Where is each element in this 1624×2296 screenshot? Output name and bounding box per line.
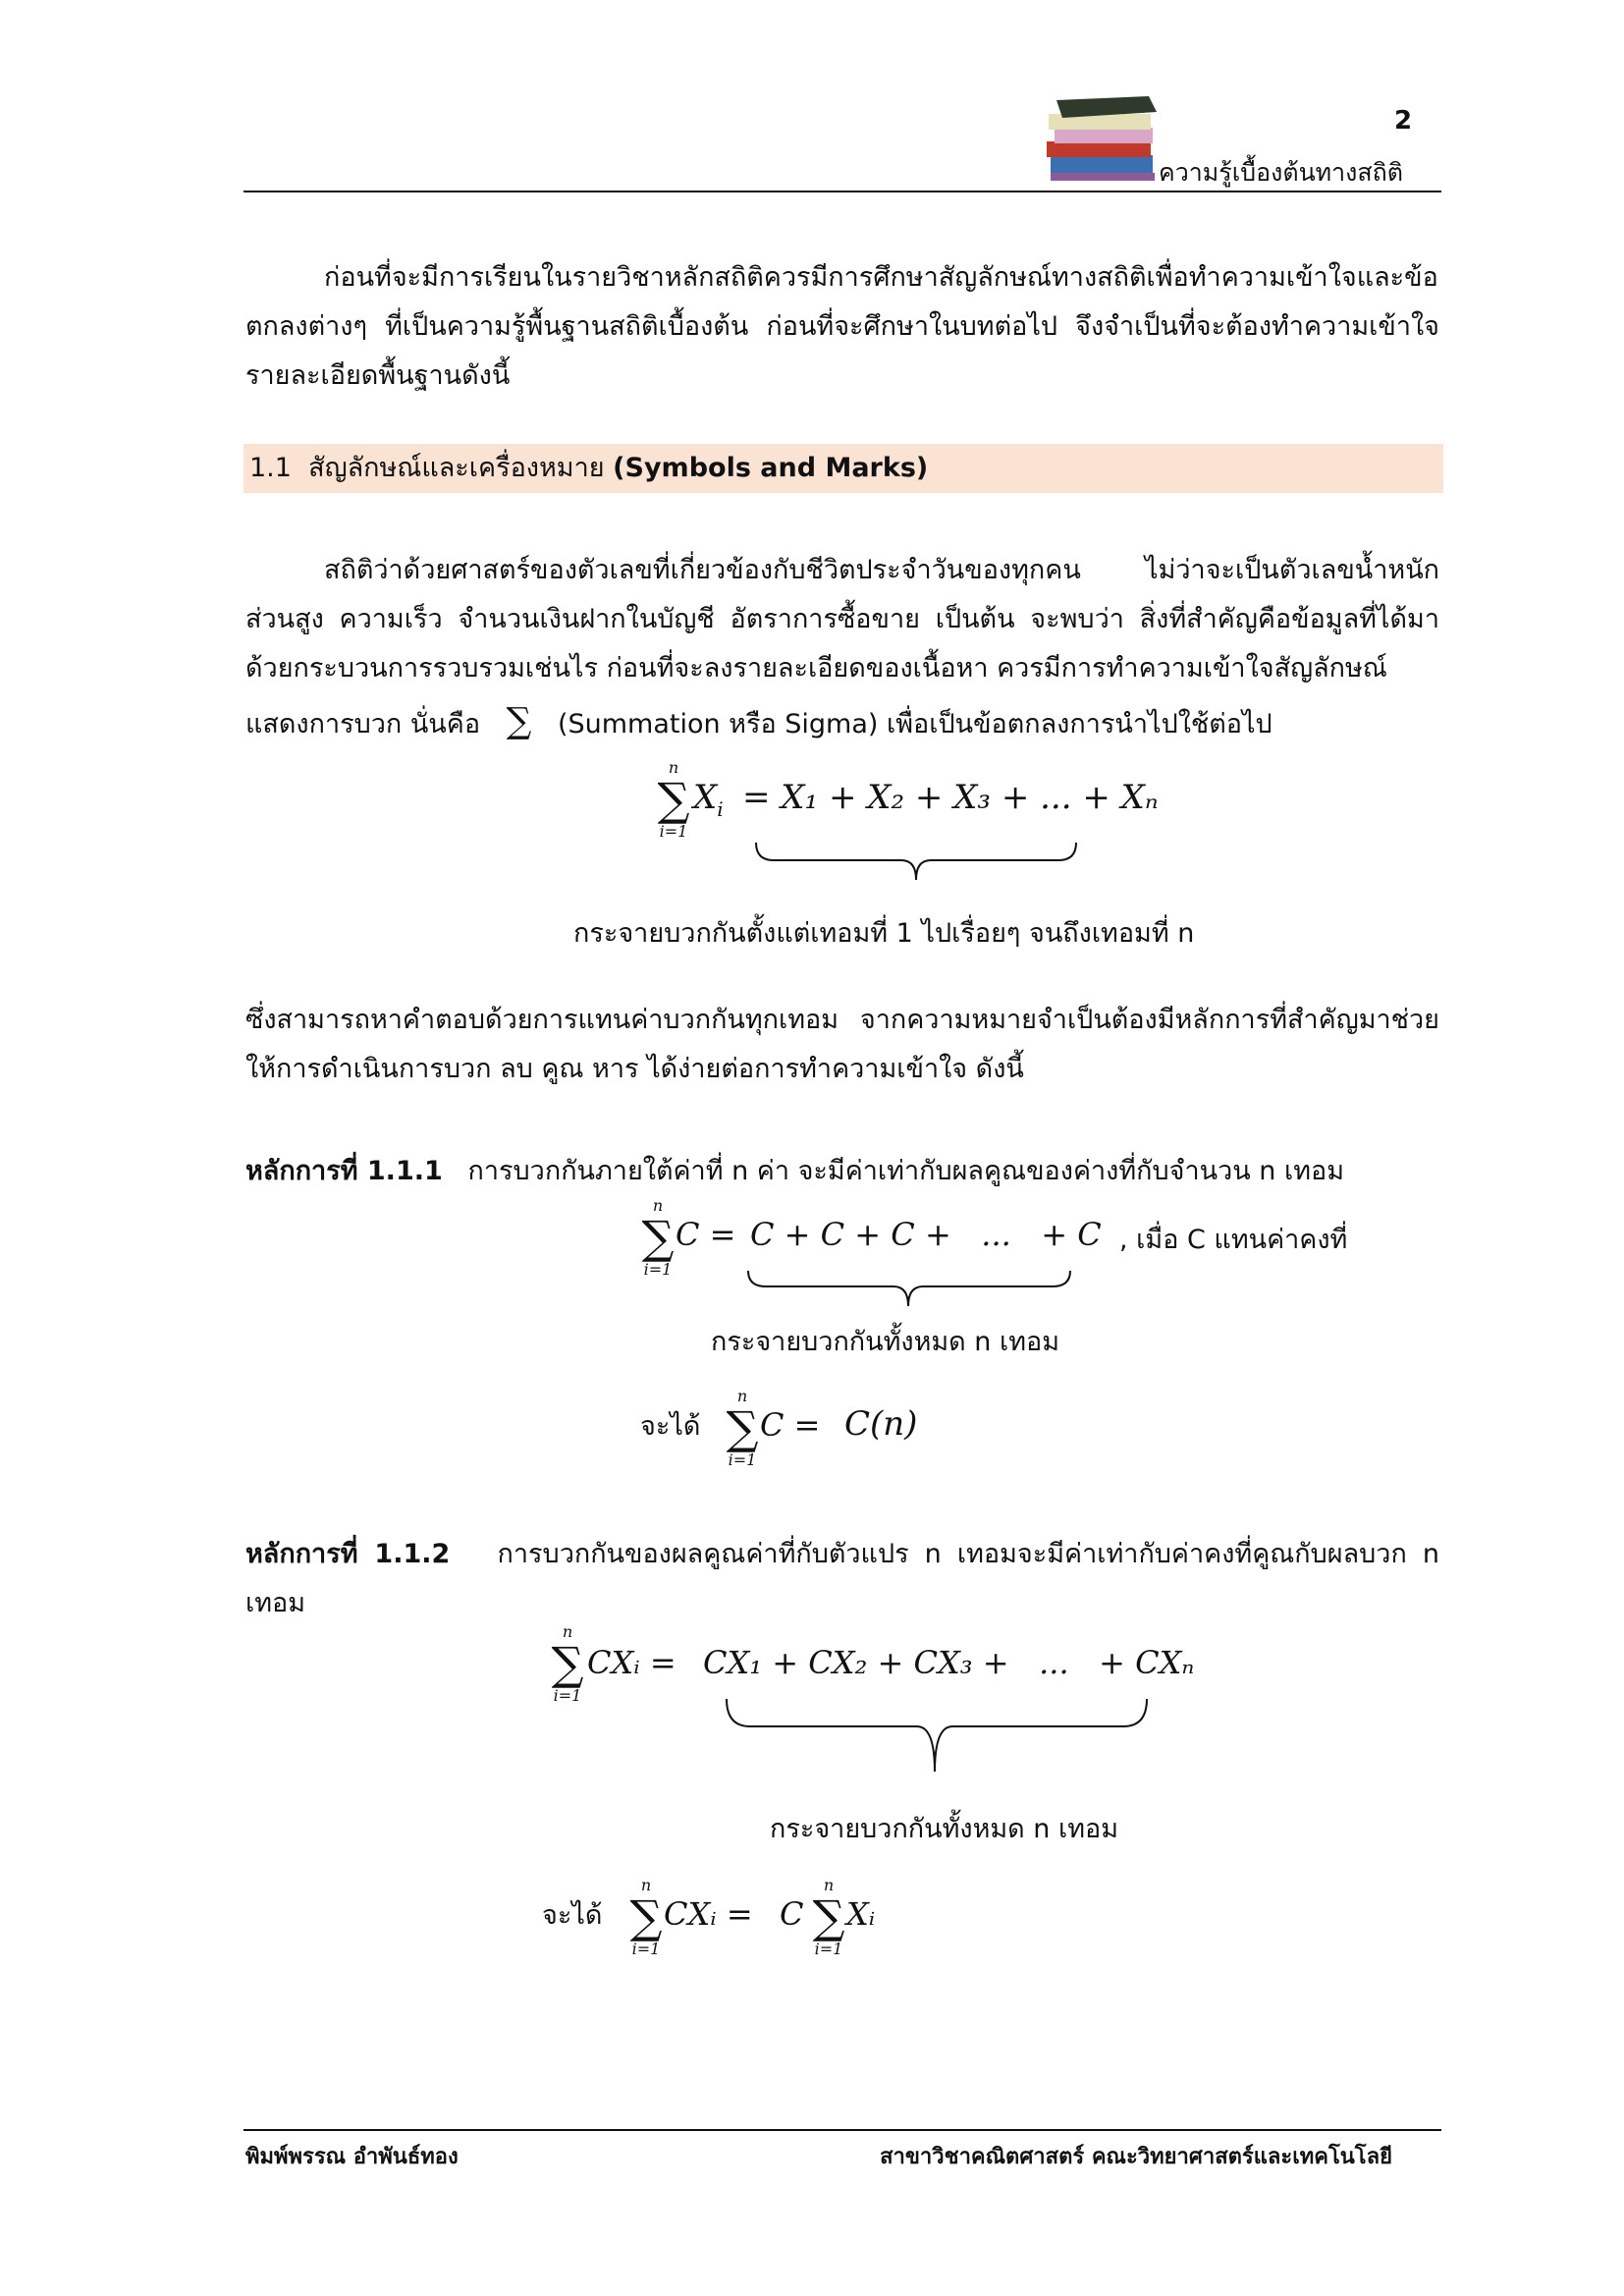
rule-1-result-lower: i=1	[728, 1450, 757, 1469]
section-heading	[244, 444, 1443, 493]
rule-1-upper: n	[652, 1196, 664, 1215]
section-title-th: สัญลักษณ์และเครื่องหมาย	[308, 453, 605, 483]
header-title: ความรู้เบื้องต้นทางสถิติ	[1159, 158, 1404, 187]
rule-1-result-upper: n	[736, 1387, 748, 1405]
rule-2-result-inner-lower: i=1	[814, 1940, 843, 1958]
rule-2-result-label: จะได้	[542, 1900, 603, 1931]
paragraph-2: สถิติว่าด้วยศาสตร์ของตัวเลขที่เกี่ยวข้องกับชีวิตประจำวันของทุกคน ไม่ว่าจะเป็นตัวเลขน้ำหนัก ส่วนสูง ความเร็ว จำนวนเงินฝากในบัญชี อัตราการซื้อขาย เป็นต้น จะพบว่า สิ่งที่สำคัญคือข้อมูลที่ได้มาด้วยกระบวนการรวบรวมเช่นไร ก่อนที่จะลงรายละเอียดของเนื้อหา ควรมีการทำความเข้าใจสัญลักษณ์	[245, 555, 1439, 683]
formula-1-brace	[754, 841, 1078, 886]
footer-author: พิมพ์พรรณ อำพันธ์ทอง	[245, 2144, 459, 2169]
formula-1-sigma-glyph: ∑	[657, 773, 690, 826]
rule-1-lower: i=1	[643, 1260, 673, 1279]
rule-2-result-lower: i=1	[631, 1940, 661, 1958]
rule-1-text: การบวกกันภายใต้ค่าที่ n ค่า จะมีค่าเท่ากับผลคูณของค่างที่กับจำนวน n เทอม	[467, 1156, 1345, 1186]
rule-1-lhs: C =	[676, 1216, 736, 1253]
books-icon	[1043, 94, 1161, 185]
formula-1-lhs-var: X	[693, 778, 718, 817]
rule-2-result-upper: n	[640, 1876, 652, 1894]
formula-1-caption: กระจายบวกกันตั้งแต่เทอมที่ 1 ไปเรื่อยๆ จนถึงเทอมที่ n	[573, 918, 1195, 949]
paragraph-3: ซึ่งสามารถหาคำตอบด้วยการแทนค่าบวกกันทุกเทอม จากความหมายจำเป็นต้องมีหลักการที่สำคัญมาช่วยให้การดำเนินการบวก ลบ คูณ หาร ได้ง่ายต่อการทำความเข้าใจ ดังนี้	[245, 1005, 1439, 1084]
rule-2-lower: i=1	[553, 1686, 582, 1705]
rule-1-note: , เมื่อ C แทนค่าคงที่	[1119, 1225, 1348, 1255]
formula-1-upper: n	[668, 758, 679, 777]
rule-2-result-mid: C	[780, 1895, 804, 1933]
rule-2-upper: n	[562, 1622, 573, 1641]
rule-1-label: หลักการที่ 1.1.1	[245, 1156, 443, 1186]
rule-2-result-rhs: Xᵢ	[846, 1895, 876, 1933]
rule-1-result-sigma-glyph: ∑	[726, 1401, 759, 1454]
rule-2-heading	[245, 1530, 1439, 1628]
rule-2-result-inner-sigma-glyph: ∑	[812, 1890, 845, 1943]
rule-1-caption: กระจายบวกกันทั้งหมด n เทอม	[711, 1327, 1060, 1357]
rule-2-sigma-glyph: ∑	[551, 1637, 584, 1690]
formula-1-lhs	[693, 778, 724, 821]
formula-1-lower: i=1	[659, 822, 688, 841]
footer-department: สาขาวิชาคณิตศาสตร์ คณะวิทยาศาสตร์และเทคโนโลยี	[880, 2144, 1392, 2169]
rule-1-result-lhs: C =	[760, 1406, 821, 1444]
intro-paragraph: ก่อนที่จะมีการเรียนในรายวิชาหลักสถิติควรมีการศึกษาสัญลักษณ์ทางสถิติเพื่อทำความเข้าใจและข้อตกลงต่างๆ ที่เป็นความรู้พื้นฐานสถิติเบื้องต้น ก่อนที่จะศึกษาในบทต่อไป จึงจำเป็นที่จะต้องทำความเข้าใจรายละเอียดพื้นฐานดังนี้	[245, 262, 1439, 391]
rule-2-result-inner-upper: n	[823, 1876, 835, 1894]
rule-2-lhs: CXᵢ =	[587, 1644, 677, 1681]
rule-2-result-sigma-glyph: ∑	[629, 1890, 663, 1943]
rule-2-caption: กระจายบวกกันทั้งหมด n เทอม	[770, 1814, 1119, 1844]
sigma-symbol: ∑	[506, 701, 532, 741]
section-number: 1.1	[249, 453, 292, 483]
rule-2-label: หลักการที่ 1.1.2	[245, 1539, 451, 1569]
section-title-en: (Symbols and Marks)	[613, 453, 929, 483]
footer-divider	[244, 2129, 1441, 2131]
rule-1-brace	[746, 1269, 1072, 1312]
formula-1-rhs: = X₁ + X₂ + X₃ + ... + Xₙ	[742, 778, 1159, 817]
page-number: 2	[1394, 106, 1413, 136]
rule-1-rhs: C + C + C + ... + C	[750, 1216, 1102, 1253]
rule-2-result-lhs: CXᵢ =	[664, 1895, 753, 1933]
rule-1-result-rhs: C(n)	[844, 1404, 918, 1444]
rule-2-text: การบวกกันของผลคูณค่าที่กับตัวแปร n เทอมจะมีค่าเท่ากับค่าคงที่คูณกับผลบวก n เทอม	[245, 1539, 1439, 1618]
paragraph-2-last-line	[245, 699, 1439, 749]
paragraph-2-text-before: แสดงการบวก นั่นคือ	[245, 709, 481, 739]
rule-1-sigma-glyph: ∑	[641, 1211, 675, 1264]
formula-1-lhs-sub: i	[717, 796, 724, 821]
rule-1-heading	[245, 1149, 1344, 1191]
rule-1-result-label: จะได้	[640, 1411, 701, 1442]
rule-2-rhs: CX₁ + CX₂ + CX₃ + ... + CXₙ	[703, 1644, 1195, 1681]
rule-2-brace	[725, 1697, 1149, 1776]
header-divider	[244, 191, 1441, 192]
paragraph-2-text-after: (Summation หรือ Sigma) เพื่อเป็นข้อตกลงการนำไปใช้ต่อไป	[557, 709, 1272, 739]
